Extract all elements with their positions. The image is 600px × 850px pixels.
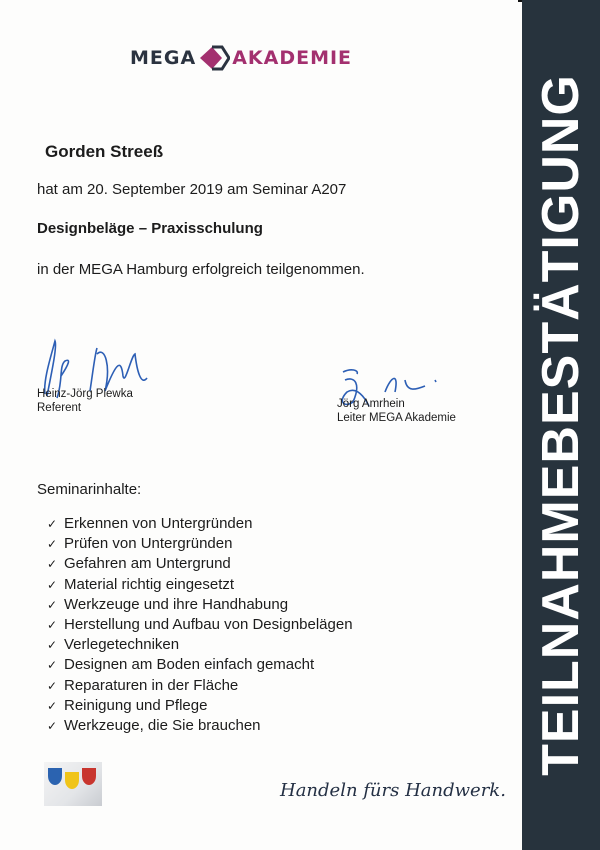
course-title: Designbeläge – Praxisschulung [37, 220, 263, 237]
date-seminar-line: hat am 20. September 2019 am Seminar A207 [37, 181, 347, 198]
signer-left-name: Heinz-Jörg Plewka [37, 388, 133, 400]
list-item: ✓ Gefahren am Untergrund [47, 554, 353, 574]
checkmark-icon: ✓ [47, 658, 58, 673]
checkmark-icon: ✓ [47, 638, 58, 653]
side-band-title: TEILNAHMEBESTÄTIGUNG [532, 74, 590, 776]
logo-akademie-text: AKADEMIE [232, 47, 353, 69]
checkmark-icon: ✓ [47, 557, 58, 572]
signature-right-block [337, 397, 456, 425]
signature-left-block [37, 387, 133, 415]
three-shields-icon [44, 762, 102, 806]
logo-mega-text: MEGA [130, 47, 197, 69]
seminar-contents-list [47, 514, 353, 736]
checkmark-icon: ✓ [47, 577, 58, 592]
logo-diamond-icon [198, 44, 230, 72]
list-item: ✓ Werkzeuge und ihre Handhabung [47, 595, 353, 615]
list-item: ✓ Material richtig eingesetzt [47, 575, 353, 595]
signer-right-role: Leiter MEGA Akademie [337, 412, 456, 424]
participant-name: Gorden Streeß [45, 142, 164, 161]
signer-right-name: Jörg Amrhein [337, 398, 405, 410]
list-item: ✓ Herstellung und Aufbau von Designbelägen [47, 615, 353, 635]
checkmark-icon: ✓ [47, 719, 58, 734]
list-item: ✓ Erkennen von Untergründen [47, 514, 353, 534]
checkmark-icon: ✓ [47, 597, 58, 612]
list-item: ✓ Reinigung und Pflege [47, 696, 353, 716]
checkmark-icon: ✓ [47, 698, 58, 713]
list-item: ✓ Designen am Boden einfach gemacht [47, 655, 353, 675]
checkmark-icon: ✓ [47, 678, 58, 693]
signer-left-role: Referent [37, 402, 82, 414]
list-item: ✓ Werkzeuge, die Sie brauchen [47, 716, 353, 736]
list-item: ✓ Reparaturen in der Fläche [47, 676, 353, 696]
list-item: ✓ Verlegetechniken [47, 635, 353, 655]
mega-akademie-logo [130, 44, 352, 72]
checkmark-icon: ✓ [47, 517, 58, 531]
slogan-handwriting: Handeln fürs Handwerk. [280, 780, 506, 801]
list-item: ✓ Prüfen von Untergründen [47, 534, 353, 554]
checkmark-icon: ✓ [47, 537, 58, 552]
guild-crest-logo [44, 762, 102, 806]
seminar-contents-title: Seminarinhalte: [37, 481, 142, 498]
completion-line: in der MEGA Hamburg erfolgreich teilgenommen. [37, 261, 365, 278]
checkmark-icon: ✓ [47, 618, 58, 633]
